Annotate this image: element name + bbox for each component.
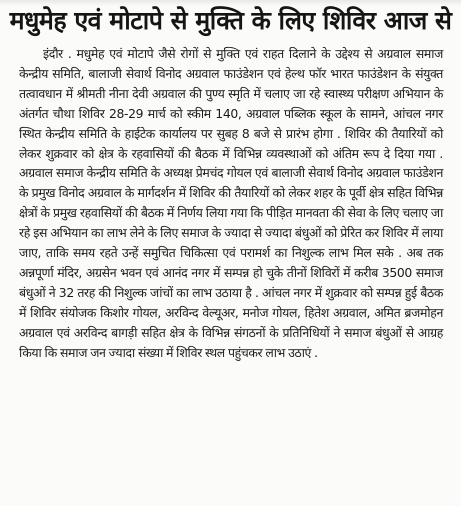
article-headline: मधुमेह एवं मोटापे से मुक्ति के लिए शिविर आज से (9, 6, 452, 35)
article-body: इंदौर . मधुमेह एवं मोटापे जैसे रोगों से मुक्ति एवं राहत दिलाने के उद्देश्य से अग्रवाल समाज केन्द्रीय समिति, बालाजी सेवार्थ विनोद अग्रवाल फाउंडेशन एवं हेल्थ फॉर भारत फाउंडेशन के संयुक्त तत्वावधान में श्रीमती नीना देवी अग्रवाल की पुण्य स्मृति में चलाए जा रहे स्वास्थ्य परीक्षण अभियान के अंतर्गत चौथा शिविर 28-29 मार्च को स्कीम 140, अग्रवाल पब्लिक स्कूल के सामने, आंचल नगर स्थित केन्द्रीय समिति के हाईटेक कार्यालय पर सुबह 8 बजे से प्रारंभ होगा . शिविर की तैयारियों को लेकर शुक्रवार को क्षेत्र के रहवासियों की बैठक में विभिन्न व्यवस्थाओं को अंतिम रूप दे दिया गया . अग्रवाल समाज केन्द्रीय समिति के अध्यक्ष प्रेमचंद गोयल एवं बालाजी सेवार्थ विनोद अग्रवाल फाउंडेशन के प्रमुख विनोद अग्रवाल के मार्गदर्शन में शिविर की तैयारियों को लेकर शहर के पूर्वी क्षेत्र सहित विभिन्न क्षेत्रों के प्रमुख रहवासियों की बैठक में निर्णय लिया गया कि पीड़ित मानवता की सेवा के लिए चलाए जा रहे इस अभियान का लाभ लेने के लिए समाज के ज्यादा से ज्यादा बंधुओं को प्रेरित कर शिविर में लाया जाए, ताकि समय रहते उन्हें समुचित चिकित्सा एवं परामर्श का निशुल्क लाभ मिल सके . अब तक अन्नपूर्णा मंदिर, अग्रसेन भवन एवं आनंद नगर में सम्पन्न हो चुके तीनों शिविरों में करीब 3500 समाज बंधुओं ने 32 तरह की निशुल्क जांचों का लाभ उठाया है . आंचल नगर में शुक्रवार को सम्पन्न हुई बैठक में शिविर संयोजक किशोर गोयल, अरविन्द वेल्यूअर, मनोज गोयल, हितेश अग्रवाल, अमित ब्रजमोहन अग्रवाल एवं अरविन्द बागड़ी सहित क्षेत्र के विभिन्न संगठनों के प्रतिनिधियों ने समाज बंधुओं से आग्रह किया कि समाज जन ज्यादा संख्या में शिविर स्थल पहुंचकर लाभ उठाएं . (19, 46, 443, 360)
